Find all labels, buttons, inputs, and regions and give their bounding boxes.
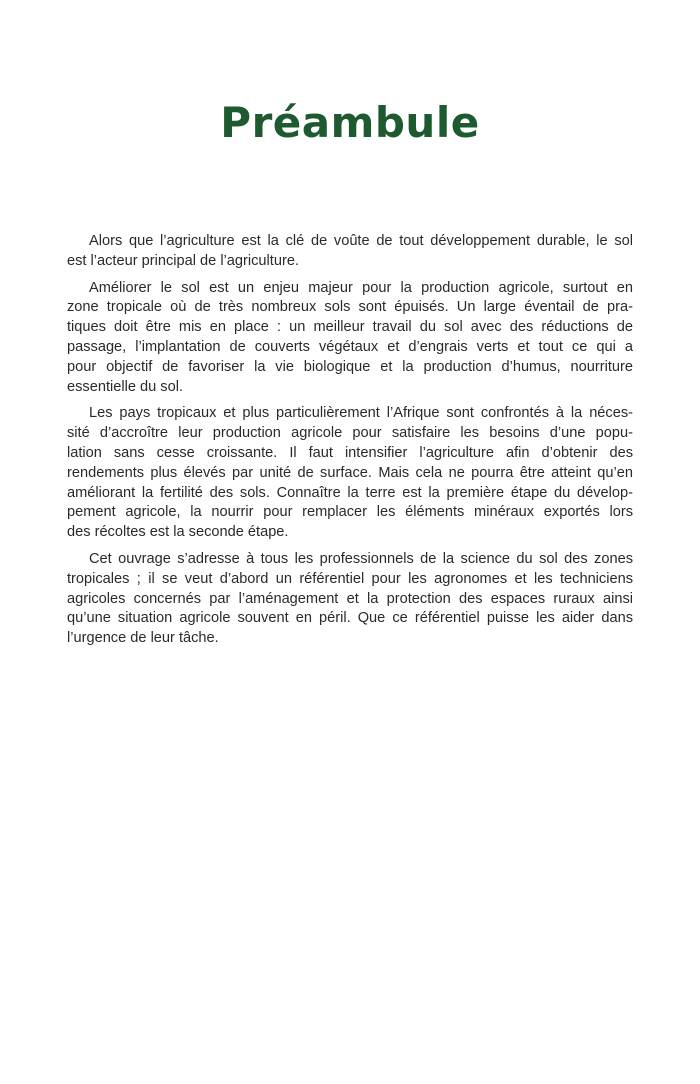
paragraph xyxy=(67,232,633,272)
text-line: l’urgence de leur tâche. xyxy=(67,630,219,647)
text-line: tiques doit être mis en place : un meilleur travail du sol avec des réductions de xyxy=(67,319,633,336)
text-line: agricoles concernés par l’aménagement et la protection des espaces ruraux ainsi xyxy=(67,590,633,607)
text-line: est l’acteur principal de l’agriculture. xyxy=(67,252,299,269)
paragraph xyxy=(67,279,633,398)
text-line: améliorant la fertilité des sols. Connaître la terre est la première étape du dévelop- xyxy=(67,484,633,501)
text-line: Cet ouvrage s’adresse à tous les professionnels de la science du sol des zones xyxy=(89,550,633,567)
text-line: pour objectif de favoriser la vie biologique et la production d’humus, nourriture xyxy=(67,358,633,375)
text-line: Alors que l’agriculture est la clé de voûte de tout développement durable, le sol xyxy=(89,233,633,249)
text-line: des récoltes est la seconde étape. xyxy=(67,524,289,541)
text-line: essentielle du sol. xyxy=(67,378,184,395)
text-line: lation sans cesse croissante. Il faut intensifier l’agriculture afin d’obtenir des xyxy=(67,444,633,461)
text-line: passage, l’implantation de couverts végétaux et d’engrais verts et tout ce qui a xyxy=(67,338,633,355)
text-line: rendements plus élevés par unité de surface. Mais cela ne pourra être atteint qu’en xyxy=(67,464,633,481)
text-line: sité d’accroître leur production agricole pour satisfaire les besoins d’une popu- xyxy=(67,425,633,442)
text-line: Améliorer le sol est un enjeu majeur pour la production agricole, surtout en xyxy=(89,279,633,296)
paragraph xyxy=(67,550,633,649)
text-line: zone tropicale où de très nombreux sols sont épuisés. Un large éventail de pra- xyxy=(67,299,633,316)
paragraph xyxy=(67,404,633,543)
page-title: Préambule xyxy=(220,98,480,147)
text-line: Les pays tropicaux et plus particulièrement l’Afrique sont confrontés à la néces- xyxy=(89,405,633,422)
preamble-body xyxy=(67,232,633,656)
text-line: pement agricole, la nourrir pour remplacer les éléments minéraux exportés lors xyxy=(67,504,633,521)
text-line: qu’une situation agricole souvent en péril. Que ce référentiel puisse les aider dans xyxy=(67,610,633,627)
text-line: tropicales ; il se veut d’abord un référentiel pour les agronomes et les techniciens xyxy=(67,570,633,587)
